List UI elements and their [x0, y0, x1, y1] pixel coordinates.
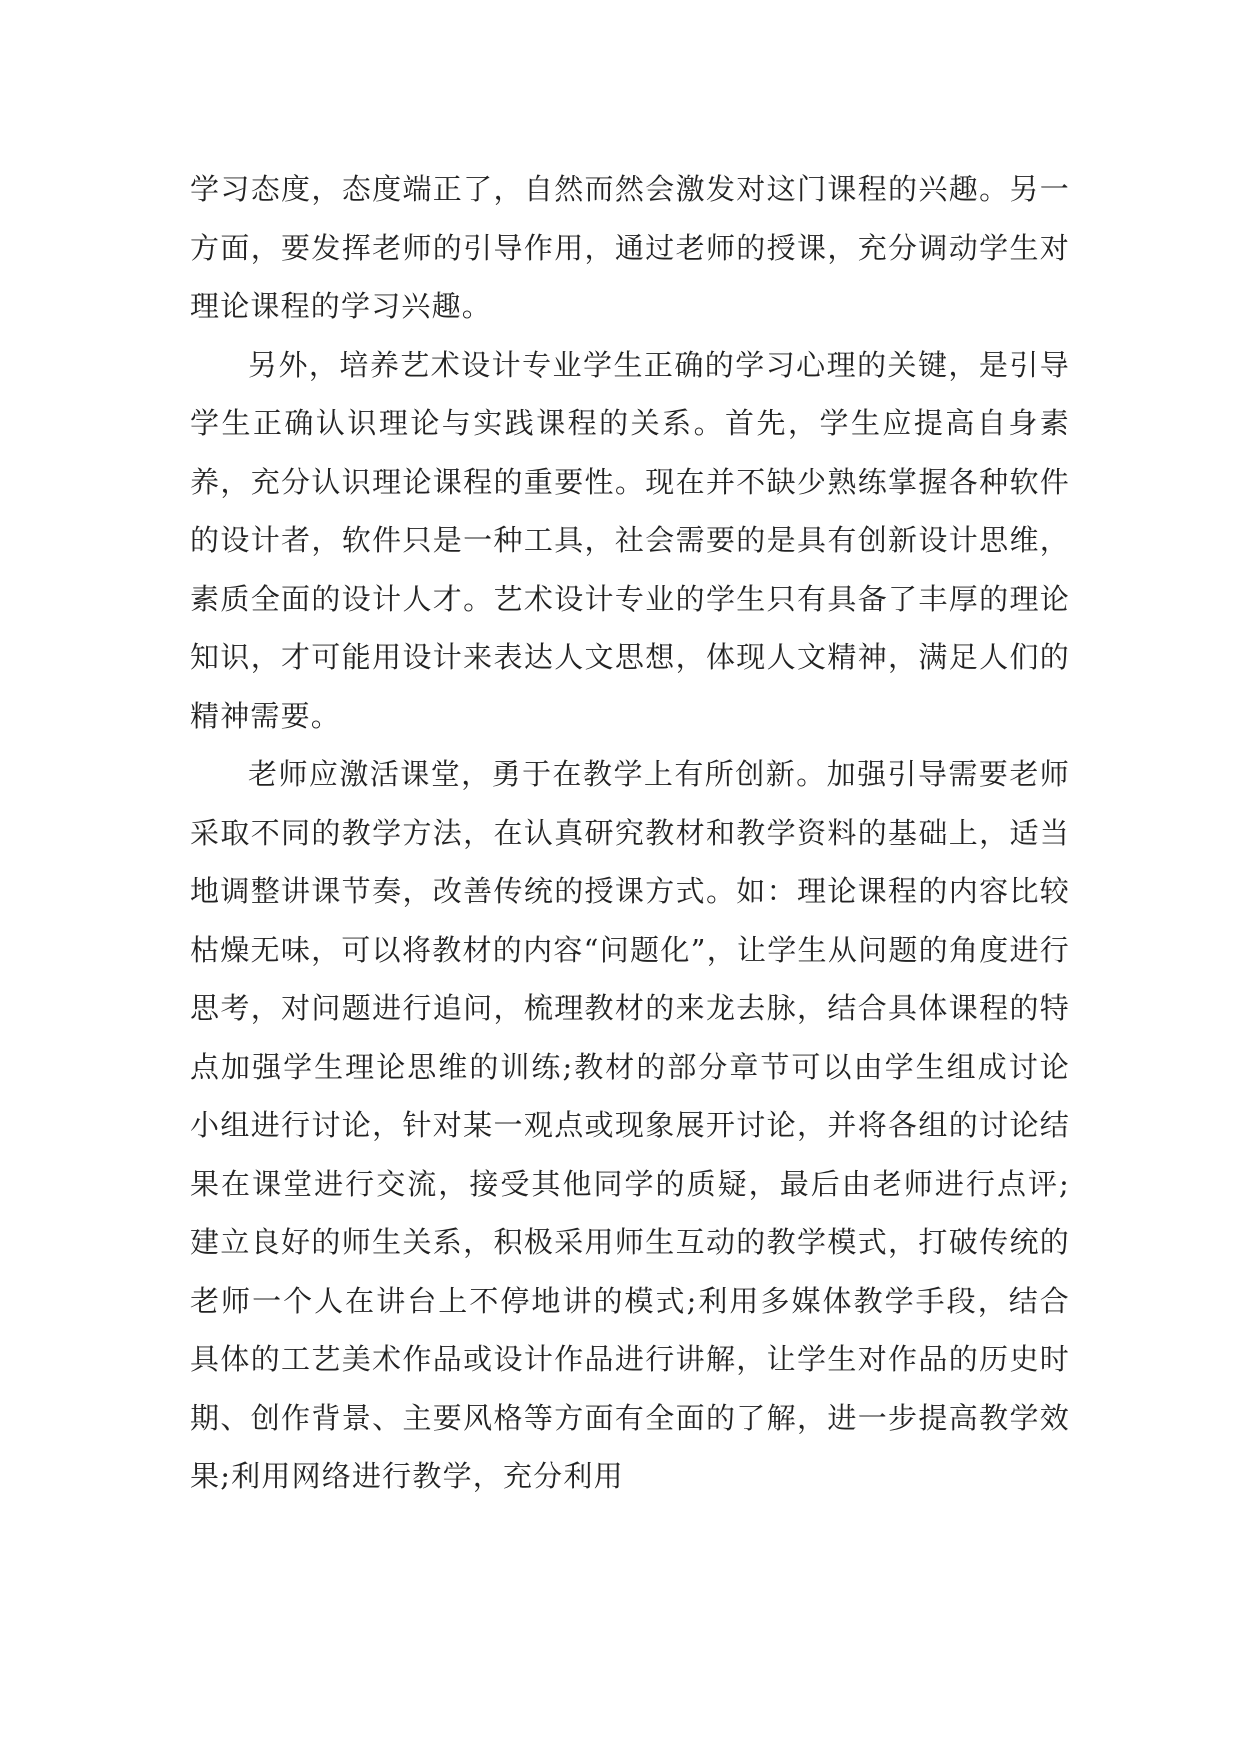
- paragraph-1: 学习态度，态度端正了，自然而然会激发对这门课程的兴趣。另一方面，要发挥老师的引导作用，通过老师的授课，充分调动学生对理论课程的学习兴趣。: [190, 172, 1070, 323]
- body-text: [190, 160, 1070, 1506]
- paragraph-2: 另外，培养艺术设计专业学生正确的学习心理的关键，是引导学生正确认识理论与实践课程的关系。首先，学生应提高自身素养，充分认识理论课程的重要性。现在并不缺少熟练掌握各种软件的设计者，软件只是一种工具，社会需要的是具有创新设计思维，素质全面的设计人才。艺术设计专业的学生只有具备了丰厚的理论知识，才可能用设计来表达人文思想，体现人文精神，满足人们的精神需要。: [190, 347, 1070, 733]
- paragraph-3: 老师应激活课堂，勇于在教学上有所创新。加强引导需要老师采取不同的教学方法，在认真研究教材和教学资料的基础上，适当地调整讲课节奏，改善传统的授课方式。如：理论课程的内容比较枯燥无味，可以将教材的内容“问题化”，让学生从问题的角度进行思考，对问题进行追问，梳理教材的来龙去脉，结合具体课程的特点加强学生理论思维的训练;教材的部分章节可以由学生组成讨论小组进行讨论，针对某一观点或现象展开讨论，并将各组的讨论结果在课堂进行交流，接受其他同学的质疑，最后由老师进行点评;建立良好的师生关系，积极采用师生互动的教学模式，打破传统的老师一个人在讲台上不停地讲的模式;利用多媒体教学手段，结合具体的工艺美术作品或设计作品进行讲解，让学生对作品的历史时期、创作背景、主要风格等方面有全面的了解，进一步提高教学效果;利用网络进行教学，充分利用: [190, 757, 1070, 1493]
